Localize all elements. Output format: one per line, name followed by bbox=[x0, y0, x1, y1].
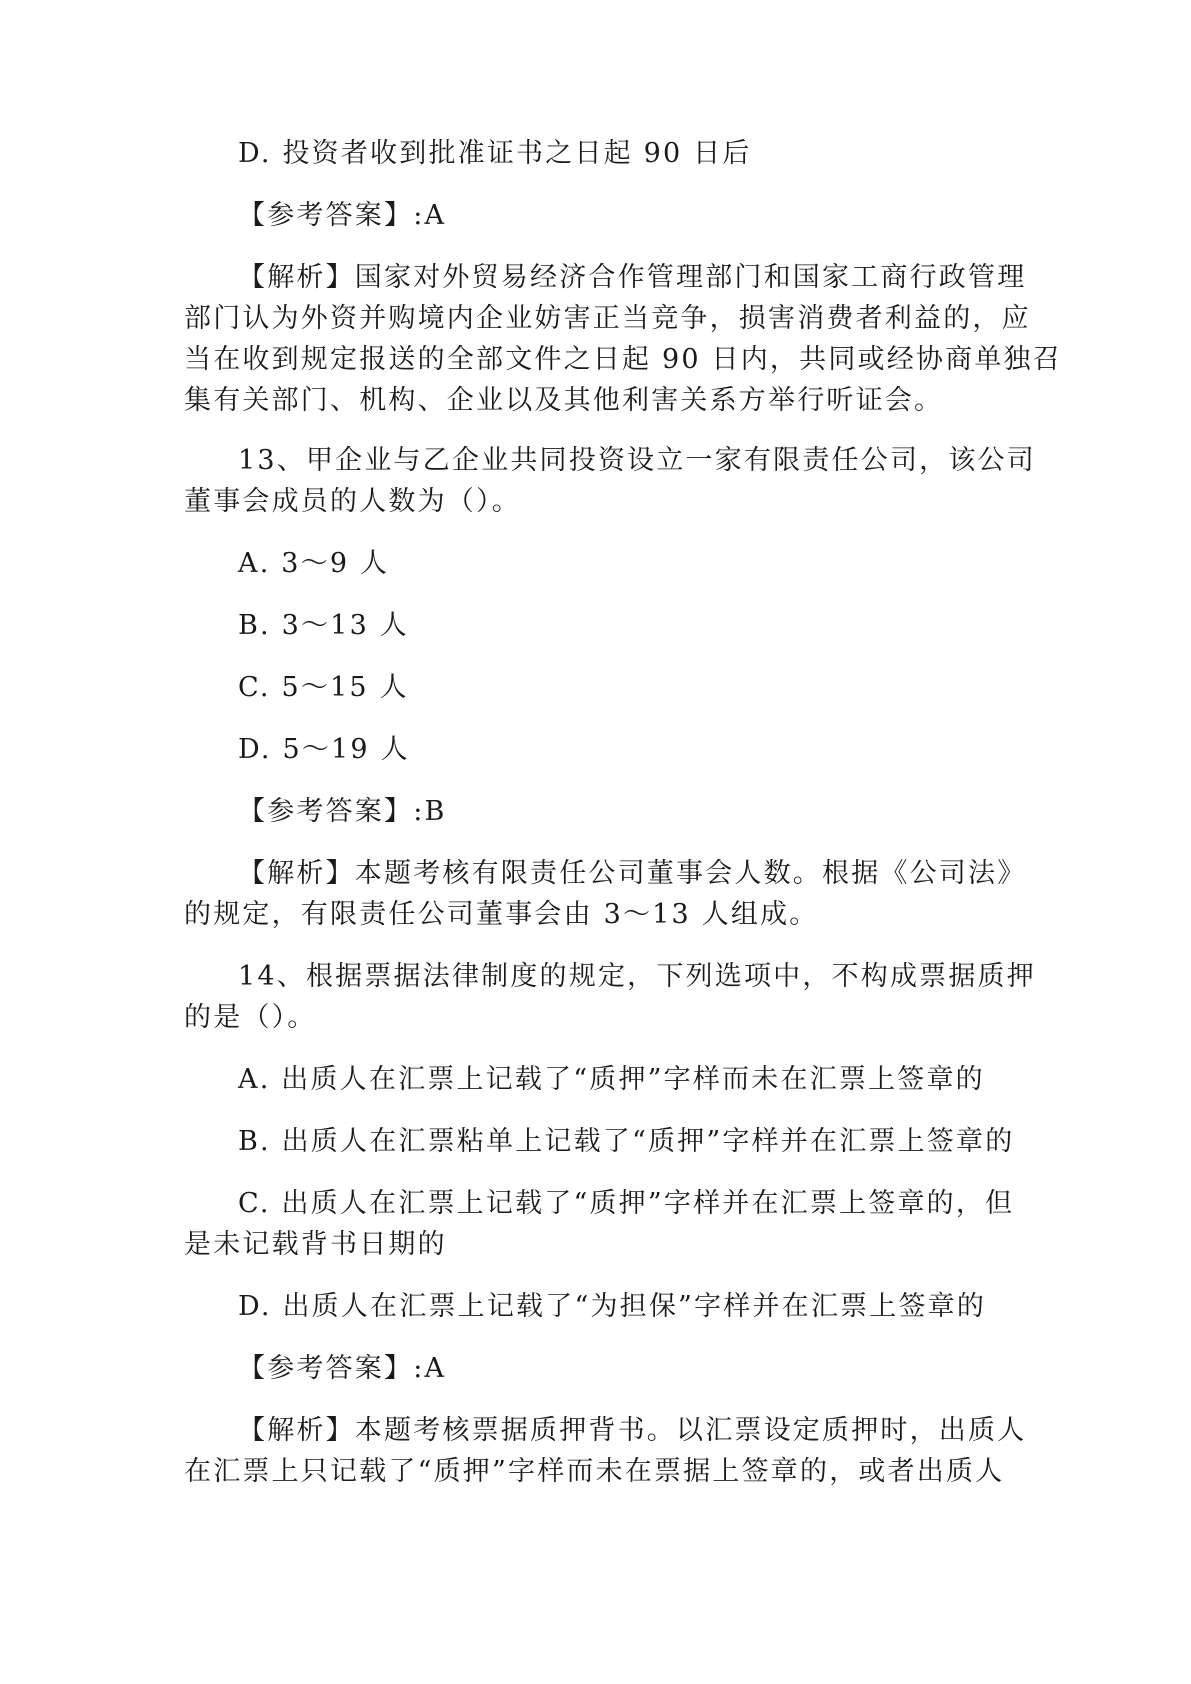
option-c-q14-line-2: 是未记载背书日期的 bbox=[184, 1229, 447, 1260]
question-14-line-1: 14、根据票据法律制度的规定，下列选项中，不构成票据质押 bbox=[238, 961, 1036, 992]
question-13-line-2: 董事会成员的人数为（）。 bbox=[184, 486, 521, 517]
option-b-q13: B. 3～13 人 bbox=[238, 610, 409, 641]
option-d-q14: D. 出质人在汇票上记载了“为担保”字样并在汇票上签章的 bbox=[238, 1291, 987, 1322]
analysis-q12-line-3: 当在收到规定报送的全部文件之日起 90 日内，共同或经协商单独召 bbox=[184, 344, 1062, 375]
analysis-q14-line-1: 【解析】本题考核票据质押背书。以汇票设定质押时，出质人 bbox=[238, 1415, 1027, 1446]
analysis-q12-line-2: 部门认为外资并购境内企业妨害正当竞争，损害消费者利益的，应 bbox=[184, 303, 1031, 334]
option-d-q12: D. 投资者收到批准证书之日起 90 日后 bbox=[238, 138, 752, 169]
analysis-q14-line-2: 在汇票上只记载了“质押”字样而未在票据上签章的，或者出质人 bbox=[184, 1456, 1005, 1487]
answer-q14: 【参考答案】:A bbox=[238, 1353, 447, 1384]
option-c-q13: C. 5～15 人 bbox=[238, 672, 409, 703]
analysis-q12-line-1: 【解析】国家对外贸易经济合作管理部门和国家工商行政管理 bbox=[238, 262, 1027, 293]
analysis-q12-line-4: 集有关部门、机构、企业以及其他利害关系方举行听证会。 bbox=[184, 385, 944, 416]
option-d-q13: D. 5～19 人 bbox=[238, 734, 410, 765]
answer-q12: 【参考答案】:A bbox=[238, 200, 447, 231]
option-c-q14-line-1: C. 出质人在汇票上记载了“质押”字样并在汇票上签章的，但 bbox=[238, 1188, 1015, 1219]
answer-q13: 【参考答案】:B bbox=[238, 796, 447, 827]
option-a-q14: A. 出质人在汇票上记载了“质押”字样而未在汇票上签章的 bbox=[238, 1064, 985, 1095]
analysis-q13-line-1: 【解析】本题考核有限责任公司董事会人数。根据《公司法》 bbox=[238, 858, 1027, 889]
question-14-line-2: 的是（）。 bbox=[184, 1002, 317, 1033]
option-a-q13: A. 3～9 人 bbox=[238, 548, 390, 579]
analysis-q13-line-2: 的规定，有限责任公司董事会由 3～13 人组成。 bbox=[184, 899, 819, 930]
question-13-line-1: 13、甲企业与乙企业共同投资设立一家有限责任公司，该公司 bbox=[238, 445, 1036, 476]
option-b-q14: B. 出质人在汇票粘单上记载了“质押”字样并在汇票上签章的 bbox=[238, 1126, 1015, 1157]
